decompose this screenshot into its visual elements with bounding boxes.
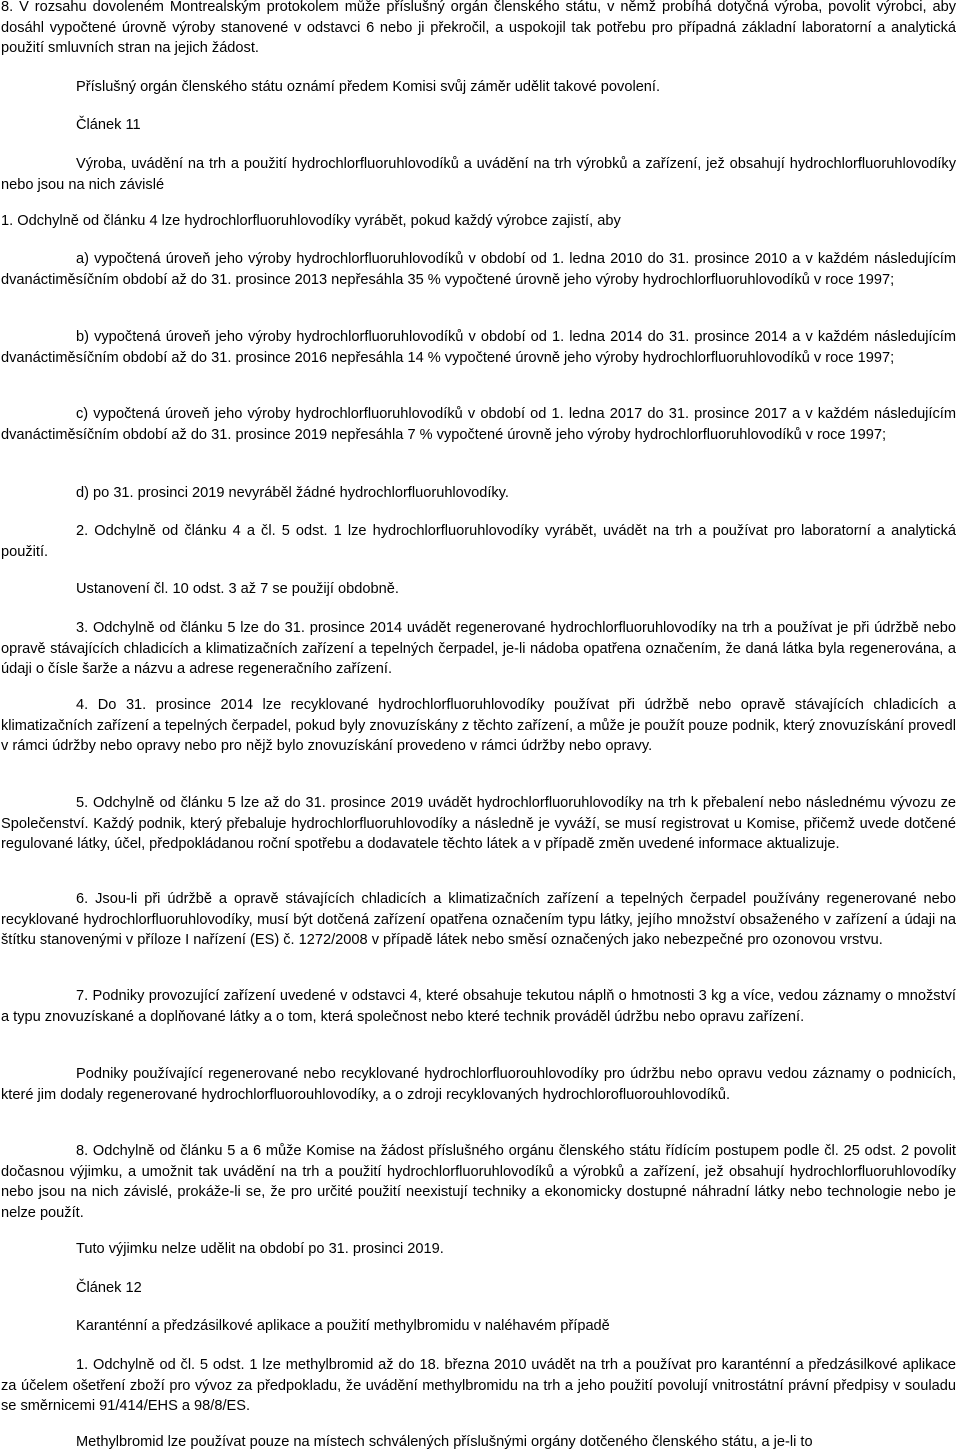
paragraph-art11-5: 5. Odchylně od článku 5 lze až do 31. prosince 2019 uvádět hydrochlorfluoruhlovodíky na trh k přebalení nebo následnému vývozu ze Společenství. Každý podnik, který přebaluje hydrochlorfluoruhlovodíky a následně je vyváží, se musí registrovat u Komise, přičemž uvede dotčené regulované látky, účel, předpokládanou roční spotřebu a dodavatele těchto látek a v případě změn uvedené informace aktualizuje. (1, 795, 956, 853)
list-item-b: b) vypočtená úroveň jeho výroby hydrochlorfluoruhlovodíků v období od 1. ledna 2014 do 31. prosince 2014 a v každém následujícím dvanáctiměsíčním období až do 31. prosince 2016 nepřesáhla 14 % vypočtené úrovně jeho výroby hydrochlorfluoruhlovodíků v roce 1997; (1, 329, 956, 366)
paragraph-art10-8: 8. V rozsahu dovoleném Montrealským protokolem může příslušný orgán členského státu, v němž probíhá dotyčná výroba, povolit výrobci, aby dosáhl vypočtené úrovně výroby stanovené v odstavci 6 nebo ji překročil, a uspokojil tak potřebu pro případná základní laboratorní a analytická použití smluvních stran na jejich žádost. (1, 0, 956, 57)
paragraph-art11-2-sub: Ustanovení čl. 10 odst. 3 až 7 se použijí obdobně. (76, 581, 399, 597)
paragraph-art11-4: 4. Do 31. prosince 2014 lze recyklované hydrochlorfluoruhlovodíky používat při údržbě nebo opravě stávajících chladicích a klimatizačních zařízení a tepelných čerpadel, pokud byly znovuzískány z těchto zařízení, a může je použít pouze podnik, který znovuzískání provedl v rámci údržby nebo opravy nebo pro nějž bylo znovuzískání provedeno v rámci údržby nebo opravy. (1, 697, 956, 755)
paragraph-art11-7-sub: Podniky používající regenerované nebo recyklované hydrochlorfluorouhlovodíky pro údržbu nebo opravu vedou záznamy o podnicích, které jim dodaly regenerované hydrochlorfluorouhlovodíky, a o zdroji recyklovaných hydrochlorofluorouhlovodíků. (1, 1066, 956, 1103)
list-item-c: c) vypočtená úroveň jeho výroby hydrochlorfluoruhlovodíků v období od 1. ledna 2017 do 31. prosince 2017 a v každém následujícím dvanáctiměsíčním období až do 31. prosince 2019 nepřesáhla 7 % vypočtené úrovně jeho výroby hydrochlorfluoruhlovodíků v roce 1997; (1, 406, 956, 443)
paragraph-art11-8-sub: Tuto výjimku nelze udělit na období po 31. prosinci 2019. (76, 1241, 444, 1257)
article-title-11: Výroba, uvádění na trh a použití hydrochlorfluoruhlovodíků a uvádění na trh výrobků a zařízení, jež obsahují hydrochlorfluoruhlovodíky nebo jsou na nich závislé (1, 156, 956, 193)
paragraph-art12-1: 1. Odchylně od čl. 5 odst. 1 lze methylbromid až do 18. března 2010 uvádět na trh a používat pro karanténní a předzásilkové aplikace za účelem ošetření zboží pro vývoz za předpokladu, že uvádění methylbromidu na trh a jeho použití povolují vnitrostátní právní předpisy v souladu se směrnicemi 91/414/EHS a 98/8/ES. (1, 1357, 956, 1415)
article-heading-12: Článek 12 (76, 1280, 142, 1296)
paragraph-art11-1: 1. Odchylně od článku 4 lze hydrochlorfluoruhlovodíky vyrábět, pokud každý výrobce zajistí, aby (1, 213, 621, 229)
paragraph-art11-6: 6. Jsou-li při údržbě a opravě stávajících chladicích a klimatizačních zařízení a tepelných čerpadel používány regenerované nebo recyklované hydrochlorfluoruhlovodíky, musí být dotčená zařízení opatřena označením typu látky, jejího množství obsaženého v zařízení a údaji na štítku stanovenými v příloze I nařízení (ES) č. 1272/2008 v případě látek nebo směsí označených jako nebezpečné pro ozonovou vrstvu. (1, 891, 956, 949)
article-heading-11: Článek 11 (76, 117, 141, 133)
paragraph-art11-3: 3. Odchylně od článku 5 lze do 31. prosince 2014 uvádět regenerované hydrochlorfluoruhlovodíky na trh a používat je při údržbě nebo opravě stávajících chladicích a klimatizačních zařízení a tepelných čerpadel, je-li nádoba opatřena označením, že daná látka byla regenerována, a údaji o čísle šarže a názvu a adrese regeneračního zařízení. (1, 620, 956, 678)
paragraph-notification: Příslušný orgán členského státu oznámí předem Komisi svůj záměr udělit takové povolení. (76, 79, 661, 95)
list-item-a: a) vypočtená úroveň jeho výroby hydrochlorfluoruhlovodíků v období od 1. ledna 2010 do 31. prosince 2010 a v každém následujícím dvanáctiměsíčním období až do 31. prosince 2013 nepřesáhla 35 % vypočtené úrovně jeho výroby hydrochlorfluoruhlovodíků v roce 1997; (1, 251, 956, 288)
paragraph-art11-2: 2. Odchylně od článku 4 a čl. 5 odst. 1 lze hydrochlorfluoruhlovodíky vyrábět, uvádět na trh a používat pro laboratorní a analytická použití. (1, 523, 956, 560)
paragraph-art11-7: 7. Podniky provozující zařízení uvedené v odstavci 4, které obsahuje tekutou náplň o hmotnosti 3 kg a více, vedou záznamy o množství a typu znovuzískané a doplňované látky a o tom, která společnost nebo které technik prováděl údržbu nebo opravu zařízení. (1, 988, 956, 1025)
list-item-d: d) po 31. prosinci 2019 nevyráběl žádné hydrochlorfluoruhlovodíky. (76, 485, 509, 501)
paragraph-art12-1-sub: Methylbromid lze používat pouze na místech schválených příslušnými orgány dotčeného členského státu, a je-li to (76, 1434, 813, 1450)
paragraph-art11-8: 8. Odchylně od článku 5 a 6 může Komise na žádost příslušného orgánu členského státu řídícím postupem podle čl. 25 odst. 2 povolit dočasnou výjimku, a umožnit tak uvádění na trh a použití hydrochlorfluoruhlovodíků a výrobků a zařízení, jež obsahují hydrochlorfluoruhlovodíky nebo jsou na nich závislé, prokáže-li se, že pro určité použití neexistují techniky a ekonomicky dostupné náhradní látky nebo technologie nebo je nelze použít. (1, 1143, 956, 1222)
article-title-12: Karanténní a předzásilkové aplikace a použití methylbromidu v naléhavém případě (76, 1318, 610, 1334)
